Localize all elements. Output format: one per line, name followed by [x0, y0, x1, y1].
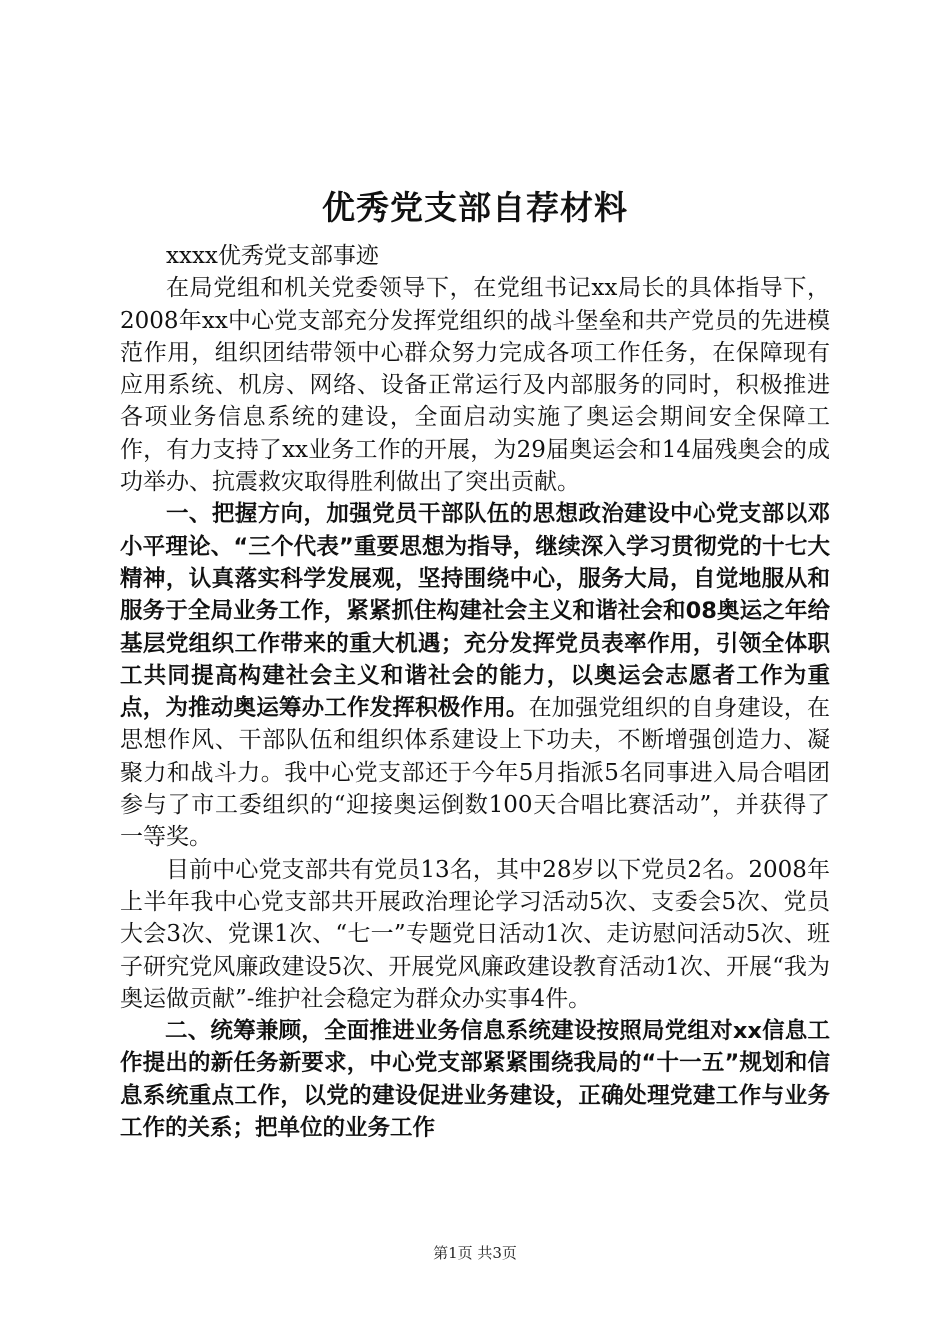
section-one-heading-text: 一、把握方向，加强党员干部队伍的思想政治建设中心党支部以邓小平理论、“三个代表”重要思想为指导，继续深入学习贯彻党的十七大精神，认真落实科学发展观，坚持围绕中心，服务大局，自觉地服从和服务于全局业务工作，紧紧抓住构建社会主义和谐社会和08奥运之年给基层党组织工作带来的重大机遇；充分发挥党员表率作用，引领全体职工共同提高构建社会主义和谐社会的能力，以奥运会志愿者工作为重点，为推动奥运筹办工作发挥积极作用。: [120, 501, 830, 722]
section-one-body-text: 在加强党组织的自身建设，在思想作风、干部队伍和组织体系建设上下功夫，不断增强创造力、凝聚力和战斗力。我中心党支部还于今年5月指派5名同事进入局合唱团参与了市工委组织的“迎接奥运倒数100天合唱比赛活动”，并获得了一等奖。: [120, 695, 830, 851]
subtitle-line: xxxx优秀党支部事迹: [166, 243, 379, 269]
paragraph-statistics: 目前中心党支部共有党员13名，其中28岁以下党员2名。2008年上半年我中心党支部共开展政治理论学习活动5次、支委会5次、党员大会3次、党课1次、“七一”专题党日活动1次、走访慰问活动5次、班子研究党风廉政建设5次、开展党风廉政建设教育活动1次、开展“我为奥运做贡献”-维护社会稳定为群众办实事4件。: [120, 856, 830, 1012]
paragraph-section-two: 二、统筹兼顾，全面推进业务信息系统建设按照局党组对xx信息工作提出的新任务新要求，中心党支部紧紧围绕我局的“十一五”规划和信息系统重点工作，以党的建设促进业务建设，正确处理党建工作与业务工作的关系；把单位的业务工作: [120, 1018, 830, 1142]
document-title: 优秀党支部自荐材料: [322, 188, 628, 227]
paragraph-section-one: [120, 498, 830, 853]
paragraph-intro: 在局党组和机关党委领导下，在党组书记xx局长的具体指导下，2008年xx中心党支部充分发挥党组织的战斗堡垒和共产党员的先进模范作用，组织团结带领中心群众努力完成各项工作任务，在保障现有应用系统、机房、网络、设备正常运行及内部服务的同时，积极推进各项业务信息系统的建设，全面启动实施了奥运会期间安全保障工作，有力支持了xx业务工作的开展，为29届奥运会和14届残奥会的成功举办、抗震救灾取得胜利做出了突出贡献。: [120, 275, 830, 496]
page-footer: 第1页 共3页: [433, 1244, 517, 1262]
document-body: [120, 240, 830, 1144]
